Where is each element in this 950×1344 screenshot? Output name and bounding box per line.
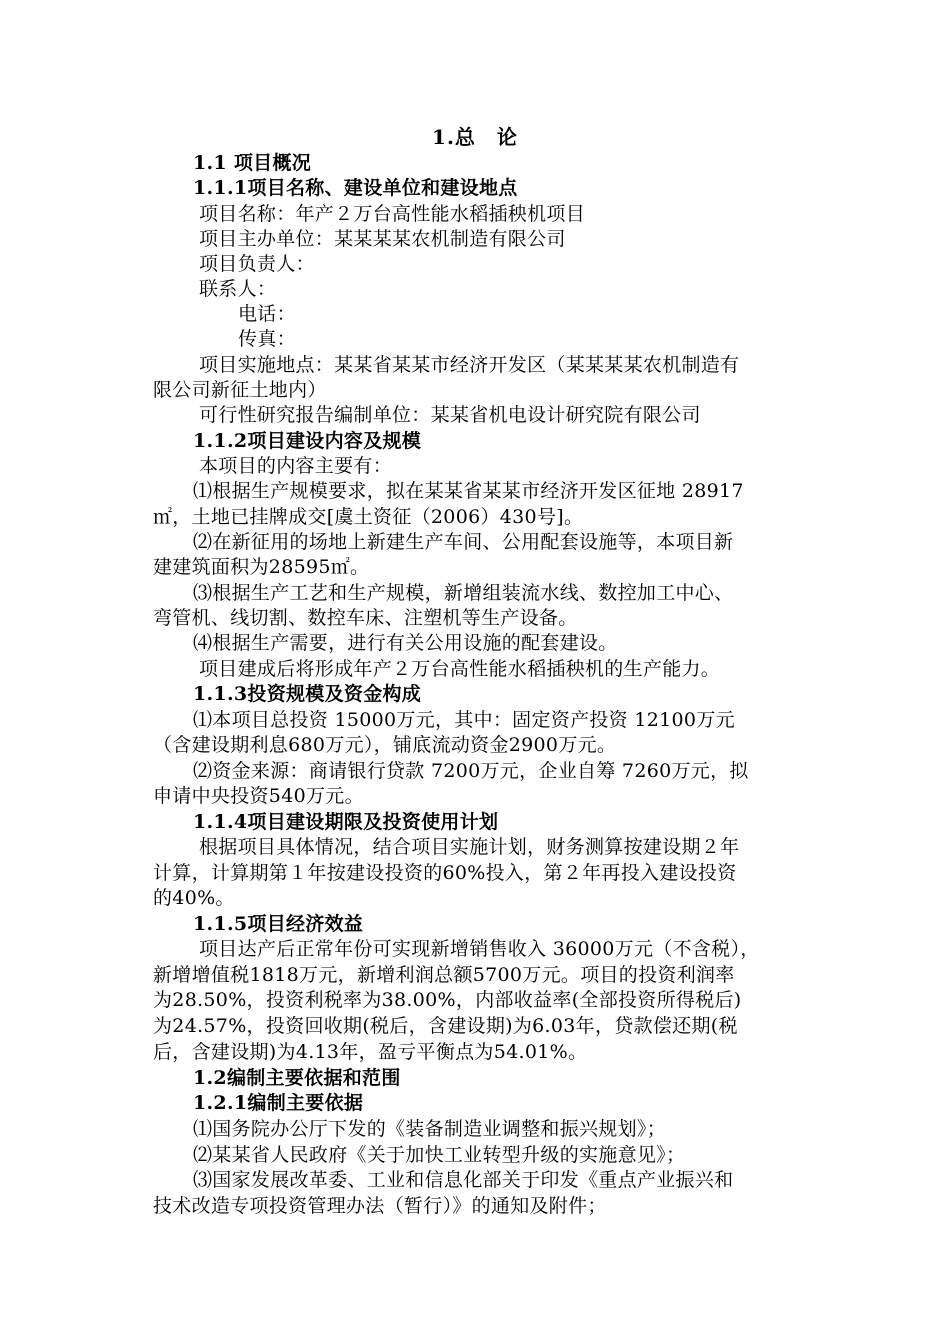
text-line: 可行性研究报告编制单位：某某省机电设计研究院有限公司 xyxy=(199,404,701,426)
heading-1-1-2: 1.1.2项目建设内容及规模 xyxy=(193,430,422,452)
text-line: 技术改造专项投资管理办法（暂行）》的通知及附件； xyxy=(153,1195,607,1217)
text-line: ⑷根据生产需要，进行有关公用设施的配套建设。 xyxy=(193,632,618,654)
text-line: ⑵某某省人民政府《关于加快工业转型升级的实施意见》； xyxy=(193,1144,686,1166)
text-line: 传真： xyxy=(238,328,296,350)
heading-1-1-4: 1.1.4项目建设期限及投资使用计划 xyxy=(193,811,499,833)
text-line: ⑴本项目总投资 15000万元，其中：固定资产投资 12100万元 xyxy=(193,709,735,731)
heading-1-1-5: 1.1.5项目经济效益 xyxy=(193,913,364,935)
text-line: 弯管机、线切割、数控车床、注塑机等生产设备。 xyxy=(153,607,578,629)
text-line: ⑵在新征用的场地上新建生产车间、公用配套设施等，本项目新 xyxy=(193,531,734,553)
text-line: ⑵资金来源：商请银行贷款 7200万元，企业自筹 7260万元，拟 xyxy=(193,760,749,782)
text-line: 后，含建设期)为4.13年，盈亏平衡点为54.01%。 xyxy=(153,1041,588,1063)
text-line: 计算，计算期第１年按建设投资的60%投入，第２年再投入建设投资 xyxy=(153,862,737,884)
text-line: 项目达产后正常年份可实现新增销售收入 36000万元（不含税）， xyxy=(199,938,760,960)
text-line: ⑶根据生产工艺和生产规模，新增组装流水线、数控加工中心、 xyxy=(193,582,734,604)
heading-1-1: 1.1 项目概况 xyxy=(193,152,312,174)
text-line: 新增增值税1818万元，新增利润总额5700万元。项目的投资利润率 xyxy=(153,964,735,986)
text-line: ⑴国务院办公厅下发的《装备制造业调整和振兴规划》； xyxy=(193,1118,667,1140)
heading-1-1-3: 1.1.3投资规模及资金构成 xyxy=(193,683,422,705)
text-line: 项目主办单位：某某某某农机制造有限公司 xyxy=(199,228,566,250)
text-line: 项目建成后将形成年产２万台高性能水稻插秧机的生产能力。 xyxy=(199,658,721,680)
heading-1-2: 1.2编制主要依据和范围 xyxy=(193,1067,401,1089)
text-line: 本项目的内容主要有： xyxy=(199,455,393,477)
text-line: 项目名称：年产２万台高性能水稻插秧机项目 xyxy=(199,203,586,225)
text-line: 建建筑面积为28595㎡。 xyxy=(153,556,370,578)
text-line: ⑴根据生产规模要求，拟在某某省某某市经济开发区征地 28917 xyxy=(193,480,744,502)
text-line: 项目实施地点：某某省某某市经济开发区（某某某某农机制造有 xyxy=(199,354,740,376)
heading-1-2-1: 1.2.1编制主要依据 xyxy=(193,1092,364,1114)
text-line: 申请中央投资540万元。 xyxy=(153,785,364,807)
text-line: （含建设期利息680万元），铺底流动资金2900万元。 xyxy=(153,734,617,756)
text-line: 联系人： xyxy=(199,278,277,300)
doc-title: 1.总 论 xyxy=(432,125,518,149)
text-line: 根据项目具体情况，结合项目实施计划，财务测算按建设期２年 xyxy=(199,836,740,858)
text-line: ⑶国家发展改革委、工业和信息化部关于印发《重点产业振兴和 xyxy=(193,1169,734,1191)
text-line: 的40%。 xyxy=(153,887,235,909)
text-line: ㎡，土地已挂牌成交[虞土资征（2006）430号]。 xyxy=(153,506,584,528)
text-line: 电话： xyxy=(238,303,296,325)
text-line: 限公司新征土地内） xyxy=(153,379,327,401)
text-line: 项目负责人： xyxy=(199,253,315,275)
text-line: 为24.57%，投资回收期(税后，含建设期)为6.03年，贷款偿还期(税 xyxy=(153,1015,738,1037)
text-line: 为28.50%，投资利税率为38.00%，内部收益率(全部投资所得税后) xyxy=(153,989,742,1011)
heading-1-1-1: 1.1.1项目名称、建设单位和建设地点 xyxy=(193,177,518,199)
